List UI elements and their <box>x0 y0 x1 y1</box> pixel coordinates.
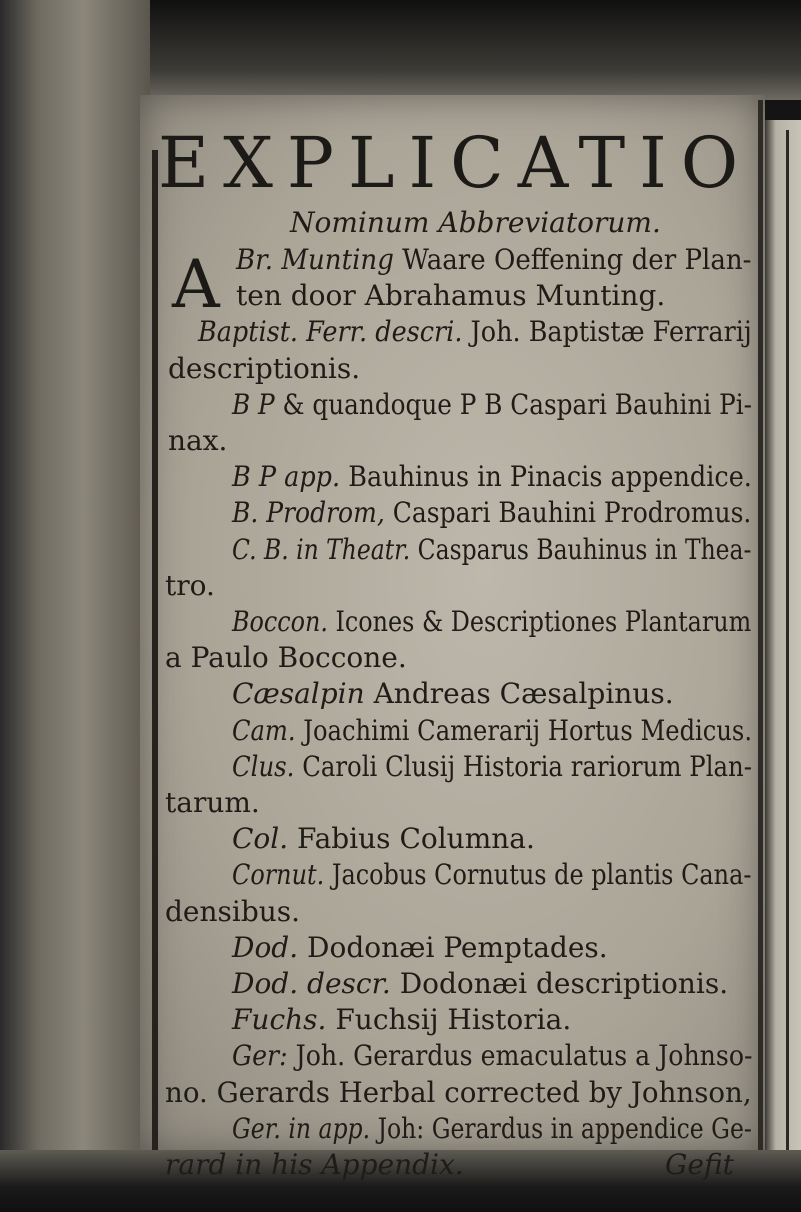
entry-line-text: rard in his Appendix. <box>165 1148 464 1181</box>
entry-line: no. Gerards Herbal corrected by Johnson, <box>165 1075 752 1109</box>
entry-line: B. Prodrom, Caspari Bauhini Prodromus. <box>232 496 752 530</box>
adjacent-page-border <box>786 130 789 1150</box>
entry-line: Dod. Dodonæi Pemptades. <box>232 930 608 964</box>
page-border-right <box>758 100 763 1150</box>
entry-line: B P app. Bauhinus in Pinacis appendice. <box>232 460 752 494</box>
entry-line: Cornut. Jacobus Cornutus de plantis Cana- <box>232 858 752 892</box>
entry-line: nax. <box>168 424 228 457</box>
entry-line: Cæsalpin Andreas Cæsalpinus. <box>232 677 674 711</box>
entry-line: a Paulo Boccone. <box>165 641 407 675</box>
entry-line: Clus. Caroli Clusij Historia rariorum Plan- <box>232 749 752 783</box>
entry-line: Ger: Joh. Gerardus emaculatus a Johnso- <box>232 1039 753 1073</box>
entry-line: tarum. <box>165 786 260 819</box>
adjacent-page-strip <box>765 120 801 1150</box>
entry-line: descriptionis. <box>168 351 361 385</box>
entry-line: Br. Munting Waare Oeffening der Plan- <box>236 243 752 276</box>
entry-line: Boccon. Icones & Descriptiones Plantarum <box>232 605 752 638</box>
entry-line: C. B. in Theatr. Casparus Bauhinus in Thea- <box>232 532 752 566</box>
page-heading: EXPLICATIO <box>158 122 753 204</box>
entry-line: tro. <box>165 568 215 602</box>
entry-line: Col. Fabius Columna. <box>232 822 535 856</box>
page-subtitle: Nominum Abbreviatorum. <box>290 206 661 239</box>
catchword: Gefit <box>665 1148 734 1181</box>
page-border-left <box>152 150 158 1155</box>
entry-line: Ger. in app. Joh: Gerardus in appendice Ge- <box>232 1111 752 1145</box>
entry-line: densibus. <box>165 894 301 928</box>
entry-line: Fuchs. Fuchsij Historia. <box>232 1003 572 1037</box>
entry-line: Dod. descr. Dodonæi descriptionis. <box>232 967 729 1000</box>
book-binding-edge <box>0 0 150 1212</box>
entry-line: ten door Abrahamus Munting. <box>236 279 666 313</box>
entry-line: Baptist. Ferr. descri. Joh. Baptistæ Ferrarij <box>198 315 752 349</box>
entry-line: B P & quandoque P B Caspari Bauhini Pi- <box>232 387 753 421</box>
entry-line <box>165 1148 464 1181</box>
entry-line: Cam. Joachimi Camerarij Hortus Medicus. <box>232 713 753 747</box>
drop-cap: A <box>172 246 220 323</box>
